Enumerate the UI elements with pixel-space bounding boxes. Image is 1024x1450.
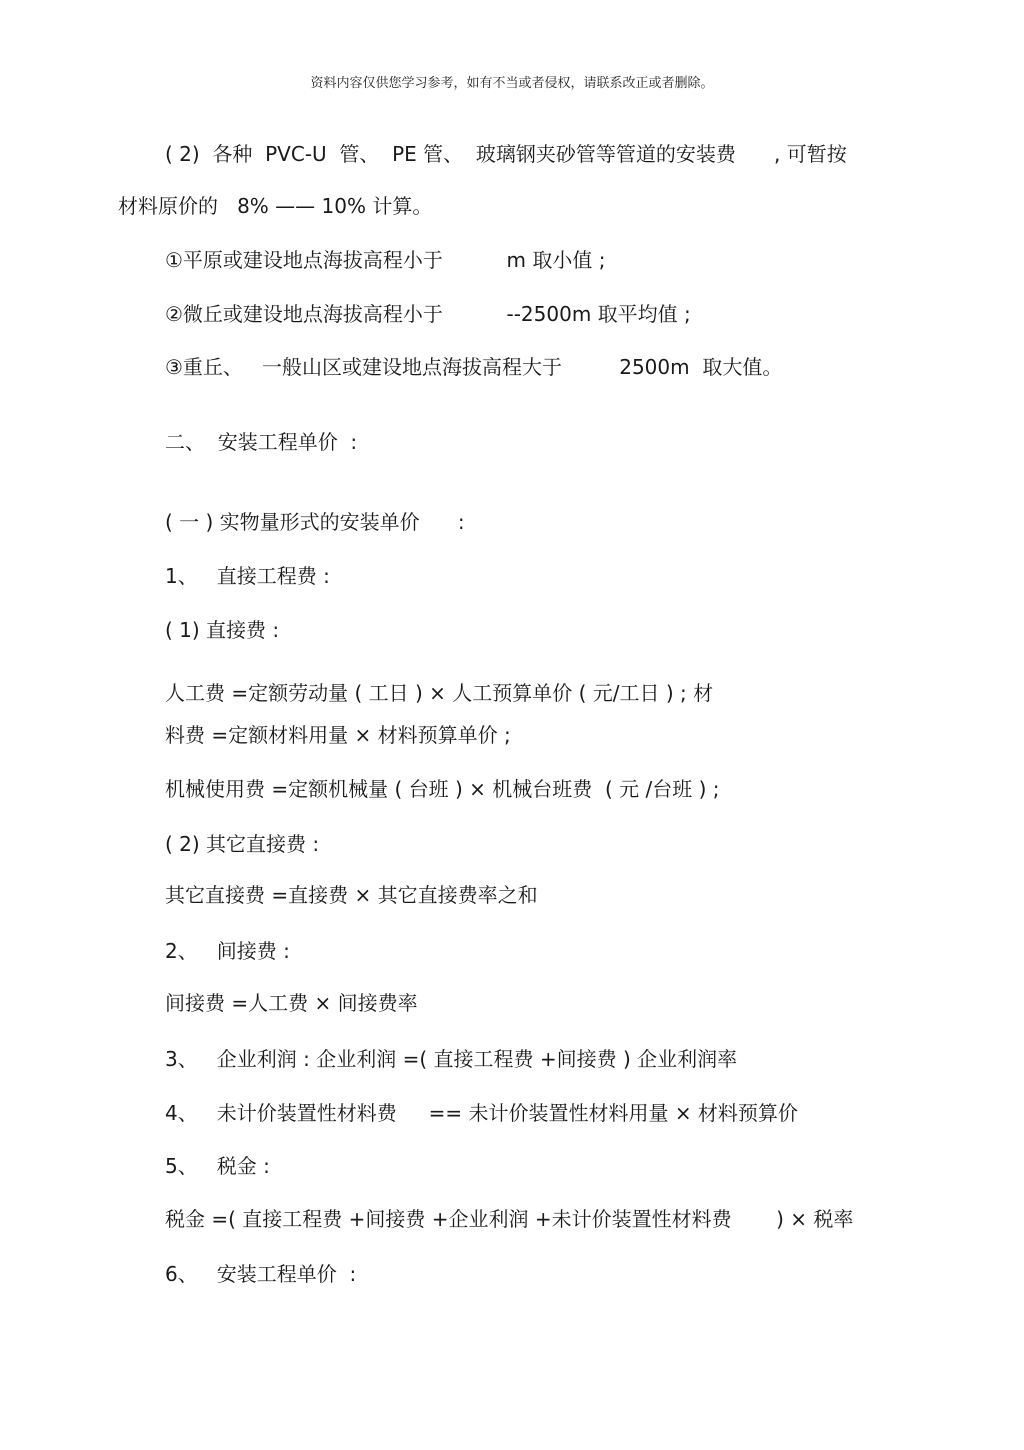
list-item-mountain: ③重丘、 一般山区或建设地点海拔高程大于 2500m 取大值。 <box>165 355 783 379</box>
item-direct-engineering-fee: 1、 直接工程费 : <box>165 564 330 588</box>
item-install-unit-price: 6、 安装工程单价 : <box>165 1262 357 1286</box>
formula-labor-fee: 人工费 =定额劳动量 ( 工日 ) × 人工预算单价 ( 元/工日 ) ; 材 <box>165 681 714 705</box>
item-tax: 5、 税金 : <box>165 1154 270 1178</box>
item-indirect-fee: 2、 间接费 : <box>165 939 290 963</box>
subsection-heading-physical-quantity: ( 一 ) 实物量形式的安装单价 : <box>165 510 465 534</box>
section-heading-install-unit-price: 二、 安装工程单价 : <box>165 430 358 454</box>
formula-tax: 税金 =( 直接工程费 +间接费 +企业利润 +未计价装置性材料费 ) × 税率 <box>165 1207 854 1231</box>
formula-other-direct-fee: 其它直接费 =直接费 × 其它直接费率之和 <box>165 883 538 907</box>
page-header-notice: 资料内容仅供您学习参考，如有不当或者侵权，请联系改正或者删除。 <box>310 76 714 91</box>
item-enterprise-profit: 3、 企业利润 : 企业利润 =( 直接工程费 +间接费 ) 企业利润率 <box>165 1047 738 1071</box>
formula-machinery-fee: 机械使用费 =定额机械量 ( 台班 ) × 机械台班费 ( 元 /台班 ) ; <box>165 777 720 801</box>
formula-indirect-fee: 间接费 =人工费 × 间接费率 <box>165 991 418 1015</box>
formula-material-fee: 料费 =定额材料用量 × 材料预算单价 ; <box>165 723 511 747</box>
list-item-hill: ②微丘或建设地点海拔高程小于 --2500m 取平均值 ; <box>165 302 691 326</box>
item-unpriced-material-fee: 4、 未计价装置性材料费 == 未计价装置性材料用量 × 材料预算价 <box>165 1101 798 1125</box>
item-direct-fee: ( 1) 直接费 : <box>165 618 280 642</box>
paragraph-pipe-install-fee-cont: 材料原价的 8% —— 10% 计算。 <box>118 194 433 218</box>
item-other-direct-fee: ( 2) 其它直接费 : <box>165 832 320 856</box>
paragraph-pipe-install-fee: ( 2) 各种 PVC-U 管、 PE 管、 玻璃钢夹砂管等管道的安装费 , 可暂按 <box>165 142 847 166</box>
list-item-plain: ①平原或建设地点海拔高程小于 m 取小值 ; <box>165 248 606 272</box>
